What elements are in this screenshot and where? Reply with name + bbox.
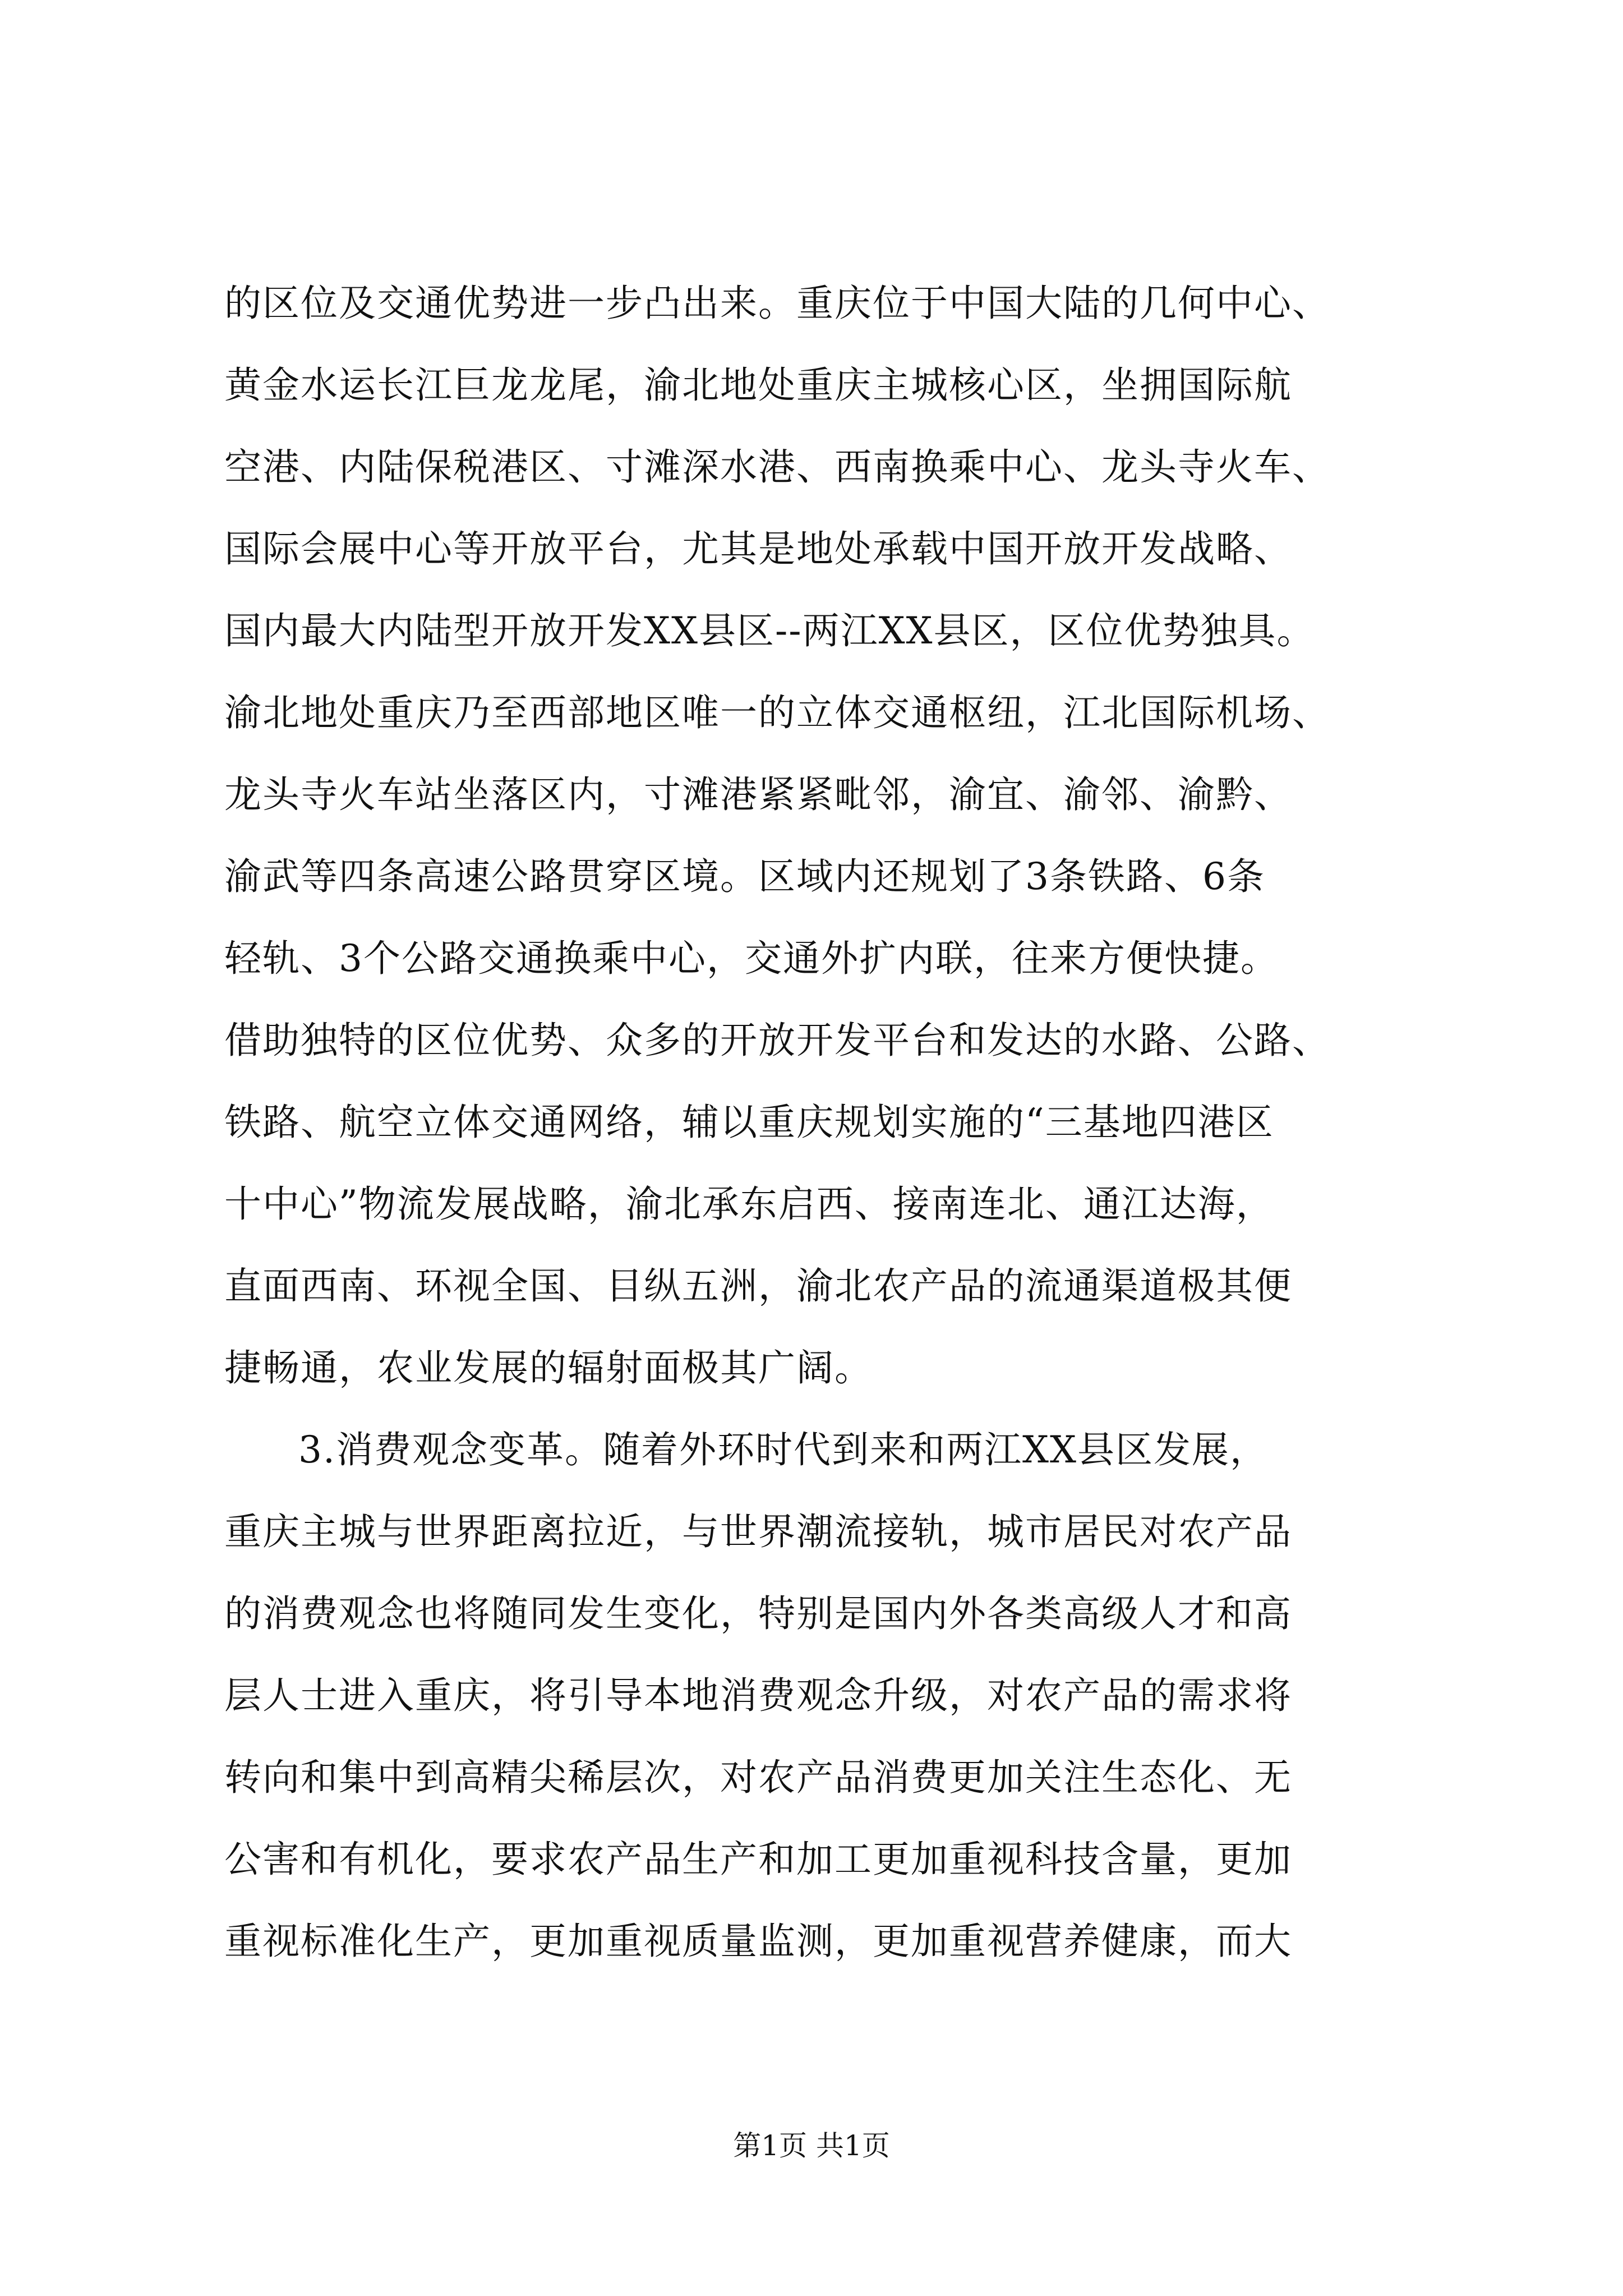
- text-line: 渝武等四条高速公路贯穿区境。区域内还规划了3条铁路、6条: [224, 855, 1265, 898]
- text-line: 的区位及交通优势进一步凸出来。重庆位于中国大陆的几何中心、: [224, 282, 1330, 325]
- text-line: 转向和集中到高精尖稀层次，对农产品消费更加关注生态化、无: [224, 1756, 1292, 1799]
- text-line: 捷畅通，农业发展的辐射面极其广阔。: [224, 1346, 873, 1389]
- text-line: 国内最大内陆型开放开发XX县区--两江XX县区，区位优势独具。: [224, 609, 1315, 652]
- body-text: [224, 263, 1413, 1982]
- text-line: 公害和有机化，要求农产品生产和加工更加重视科技含量，更加: [224, 1838, 1292, 1881]
- text-line: 层人士进入重庆，将引导本地消费观念升级，对农产品的需求将: [224, 1674, 1292, 1717]
- text-line: 的消费观念也将随同发生变化，特别是国内外各类高级人才和高: [224, 1592, 1292, 1635]
- text-line: 龙头寺火车站坐落区内，寸滩港紧紧毗邻，渝宜、渝邻、渝黔、: [224, 773, 1292, 816]
- text-line: 直面西南、环视全国、目纵五洲，渝北农产品的流通渠道极其便: [224, 1264, 1292, 1308]
- text-line: 重视标准化生产，更加重视质量监测，更加重视营养健康，而大: [224, 1920, 1292, 1963]
- text-line: 轻轨、3个公路交通换乘中心，交通外扩内联，往来方便快捷。: [224, 937, 1279, 980]
- text-line: 十中心”物流发展战略，渝北承东启西、接南连北、通江达海，: [224, 1182, 1274, 1226]
- text-line: 铁路、航空立体交通网络，辅以重庆规划实施的“三基地四港区: [224, 1101, 1274, 1144]
- text-line: 黄金水运长江巨龙龙尾，渝北地处重庆主城核心区，坐拥国际航: [224, 364, 1292, 407]
- text-line: 重庆主城与世界距离拉近，与世界潮流接轨，城市居民对农产品: [224, 1510, 1292, 1553]
- paragraph-start-line: 3.消费观念变革。随着外环时代到来和两江XX县区发展，: [298, 1428, 1268, 1471]
- text-line: 空港、内陆保税港区、寸滩深水港、西南换乘中心、龙头寺火车、: [224, 445, 1330, 489]
- page-footer: 第1页 共1页: [733, 2129, 890, 2162]
- text-line: 国际会展中心等开放平台，尤其是地处承载中国开放开发战略、: [224, 527, 1292, 570]
- text-line: 渝北地处重庆乃至西部地区唯一的立体交通枢纽，江北国际机场、: [224, 691, 1330, 734]
- text-line: 借助独特的区位优势、众多的开放开发平台和发达的水路、公路、: [224, 1019, 1330, 1062]
